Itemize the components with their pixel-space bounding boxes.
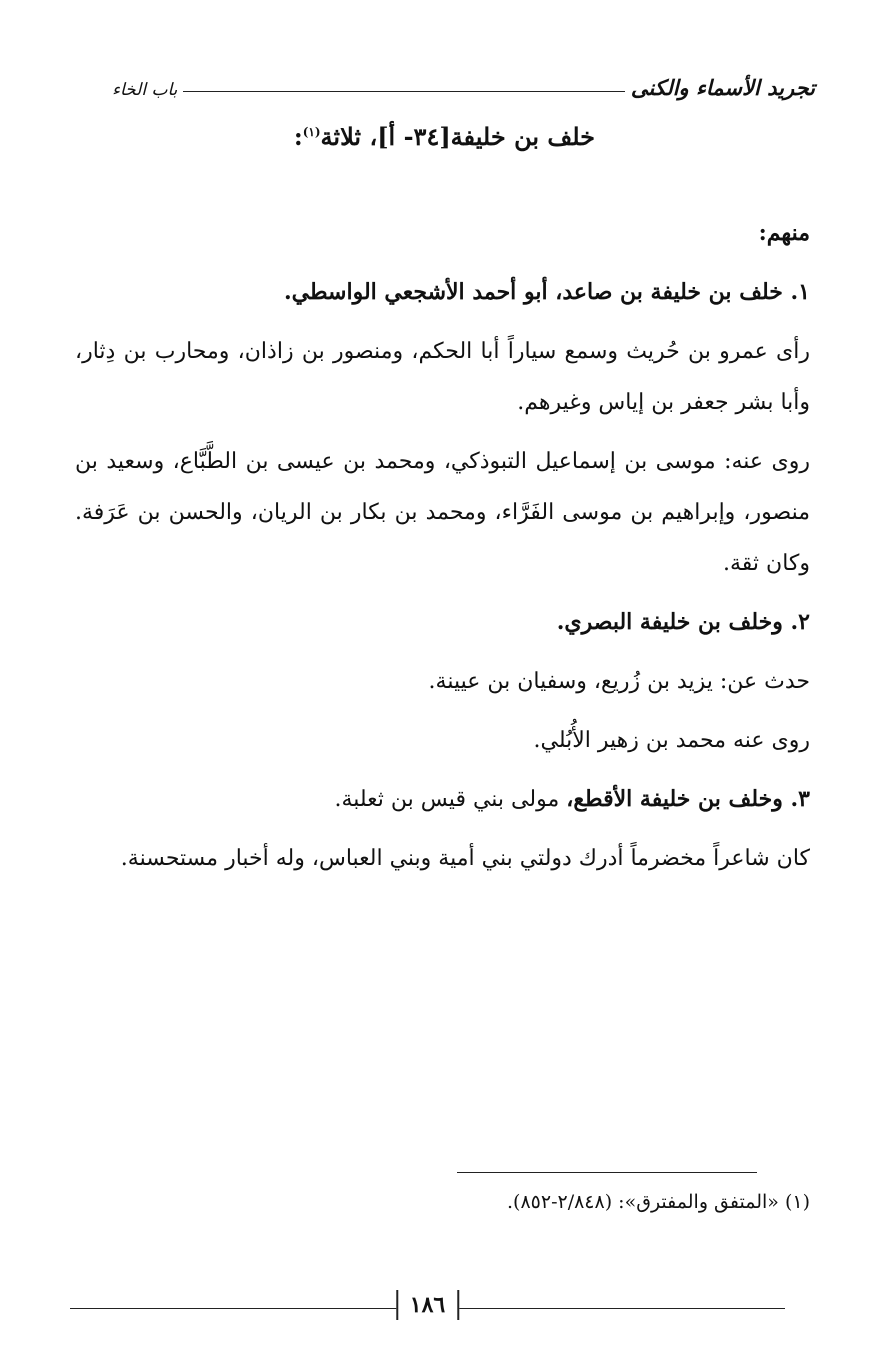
entry-2-head: ٢. وخلف بن خليفة البصري. xyxy=(556,609,810,635)
entry-3-head-line xyxy=(75,774,810,825)
footnote: (١) «المتفق والمفترق»: (٢/٨٤٨-٨٥٢). xyxy=(506,1191,810,1213)
entry-2-para-2: روى عنه محمد بن زهير الأُبُلي. xyxy=(533,728,810,753)
entry-1-para-2: روى عنه: موسى بن إسماعيل التبوذكي، ومحمد بن عيسى بن الطَّبَّاع، وسعيد بن منصور، وإبراهيم بن موسى الفَرَّاء، ومحمد بن بكار بن الريان، والحسن بن عَرَفة. وكان ثقة. xyxy=(75,449,810,576)
running-head xyxy=(112,70,815,100)
entry-1-para-1: رأى عمرو بن حُريث وسمع سياراً أبا الحكم، ومنصور بن زاذان، ومحارب بن دِثار، وأبا بشر جعفر بن إياس وغيرهم. xyxy=(75,339,810,415)
entry-3-head: ٣. وخلف بن خليفة الأقطع، xyxy=(566,786,810,812)
footnote-rule xyxy=(457,1172,757,1173)
entry-2-para-1: حدث عن: يزيد بن زُريع، وسفيان بن عيينة. xyxy=(428,669,810,694)
book-title: تجريد الأسماء والكنى xyxy=(630,75,815,100)
entry-1-head: ١. خلف بن خليفة بن صاعد، أبو أحمد الأشجعي الواسطي. xyxy=(283,279,810,305)
heading-colon: : xyxy=(293,122,303,151)
footnote-marker: (١) xyxy=(302,125,321,139)
entry-3-para-1: كان شاعراً مخضرماً أدرك دولتي بني أمية وبني العباس، وله أخبار مستحسنة. xyxy=(120,846,810,871)
page-number: ١٨٦ xyxy=(396,1290,459,1320)
page-footer xyxy=(70,1290,785,1330)
body-text xyxy=(75,208,810,892)
intro-line: منهم: xyxy=(758,220,810,246)
heading-text: خلف بن خليفة[٣٤- أ]، ثلاثة xyxy=(320,122,595,151)
entry-3-head-rest: مولى بني قيس بن ثعلبة. xyxy=(334,787,567,812)
header-rule xyxy=(183,91,625,92)
chapter-title: باب الخاء xyxy=(112,80,178,100)
section-heading xyxy=(0,122,595,151)
